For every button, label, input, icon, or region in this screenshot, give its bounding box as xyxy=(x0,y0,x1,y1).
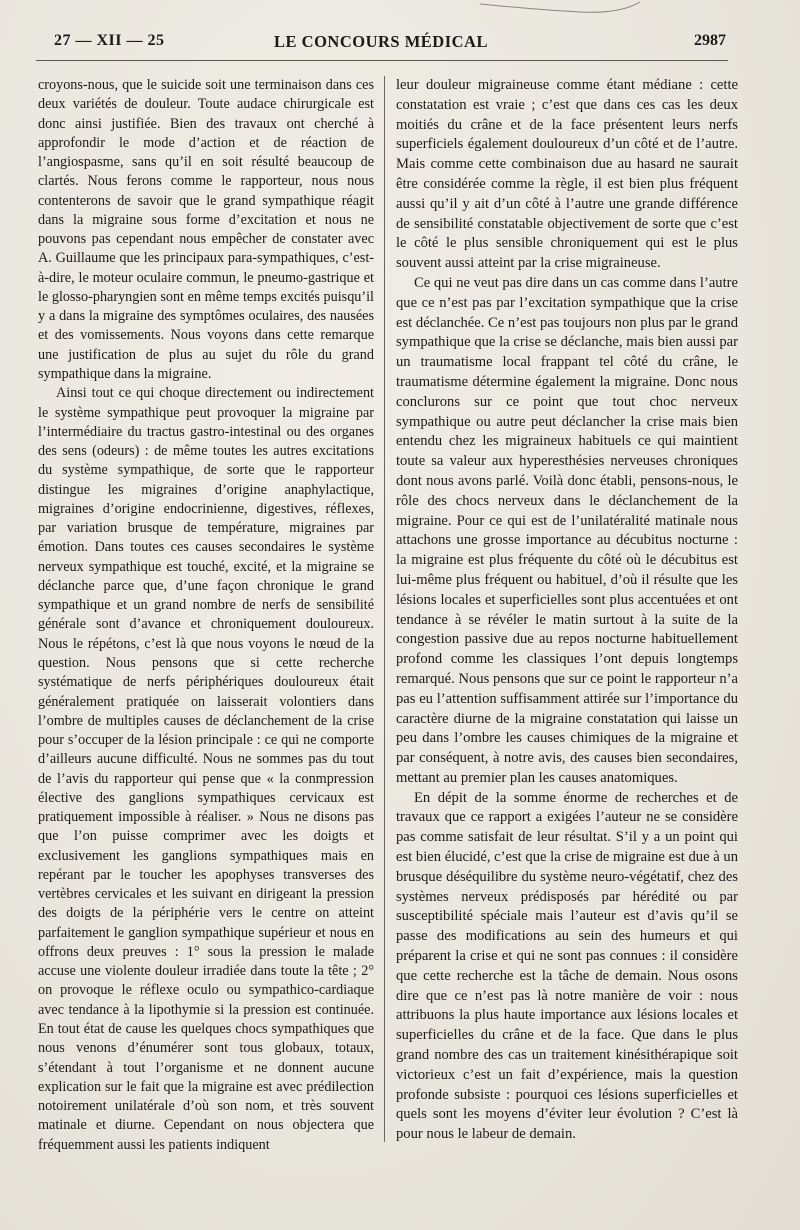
column-divider xyxy=(384,76,385,1142)
paragraph: croyons-nous, que le suicide soit une terminaison dans ces deux variétés de douleur. Toute audace chirurgicale est donc ainsi justifiée. Bien des travaux ont cherché à approfondir le mode d’action et de réaction de l’angiospasme, sans qu’il en soit résulté beaucoup de clartés. Nous ferons comme le rapporteur, nous nous contenterons de savoir que le grand sympathique réagit dans la migraine sous forme d’excitation et nous ne pouvons pas cependant nous empêcher de constater avec A. Guillaume que les principaux para-sympathiques, c’est-à-dire, le moteur oculaire commun, le pneumo-gastrique et le glosso-pharyngien sont en même temps excités puisqu’il y a dans la migraine des symptômes oculaires, des nausées et des vomissements. Nous voyons dans cette remarque une justification de plus au sujet du rôle du grand sympathique dans la migraine. xyxy=(38,77,374,382)
page-header xyxy=(36,30,726,58)
page-number: 2987 xyxy=(694,32,726,49)
header-rule xyxy=(36,60,728,61)
issue-date: 27 — XII — 25 xyxy=(54,32,165,49)
left-column xyxy=(38,76,374,1155)
right-column xyxy=(396,76,738,1145)
paragraph: Ainsi tout ce qui choque directement ou indirectement le système sympathique peut provoquer la migraine par l’intermédiaire du tractus gastro-intestinal ou des organes des sens (odeurs) : de même toutes les autres excitations du système sympathique, de sorte que le rapporteur distingue les migraines d’origine anaphylactique, migraines d’origine endocrinienne, digestives, réflexes, par variation brusque de température, migraines par émotion. Dans toutes ces causes secondaires le système nerveux sympathique est touché, excité, et la migraine se déclanche parce que, d’une façon chronique le grand sympathique et un grand nombre de nerfs de sensibilité générale sont d’avance et chroniquement douloureux. Nous le répétons, c’est là que nous voyons le nœud de la question. Nous pensons que si cette recherche systématique de nerfs périphériques douloureux était généralement pratiquée on laisserait volontiers dans l’ombre de multiples causes de déclanchement de la crise pour s’occuper de la lésion principale : ce qui ne comporte d’ailleurs aucune difficulté. Nous ne sommes pas du tout de l’avis du rapporteur qui pense que « la conmpression élective des ganglions sympathiques cervicaux est pratiquement impossible à réaliser. » Nous ne disons pas que l’on puisse comprimer avec les doigts et exclusivement les ganglions sympathiques mais en repérant par le toucher les apophyses transverses des vertèbres cervicales et les suivant en dirigeant la pression des doigts de la périphérie vers le centre on atteint parfaitement le ganglion sympathique supérieur et nous en offrons deux preuves : 1° sous la pression le malade accuse une violente douleur irradiée dans toute la tête ; 2° on provoque le réflexe oculo ou sympathico-cardiaque avec tendance à la lipothymie si la pression est continuée. En tout état de cause les quelques chocs sympathiques que nous venons d’énumérer sont tous globaux, totaux, s’étendant à tout l’organisme et ne donnent aucune explication sur le fait que la migraine est avec prédilection notoirement unilatérale d’où son nom, et très souvent matinale et diurne. Cependant on nous objectera que fréquemment aussi les patients indiquent xyxy=(38,385,374,1153)
paragraph: En dépit de la somme énorme de recherches et de travaux que ce rapport a exigées l’auteur ne se considère pas comme satisfait de leur résultat. S’il y a un point qui est bien élucidé, c’est que la crise de migraine est due à un brusque déséquilibre du système neuro-végétatif, chez des systèmes nerveux prédisposés par hérédité ou par susceptibilité spéciale mais l’auteur est d’avis qu’il se passe des modifications au sein des humeurs et qui préparent la crise et qui ne sont pas connues : il considère que cette recherche est la tâche de demain. Nous osons dire que ce n’est pas là notre manière de voir : nous attribuons la plus haute importance aux lésions locales et superficielles du crâne et de la face. Que dans le plus grand nombre des cas un traitement kinésithérapique soit victorieux c’est un fait d’expérience, mais la question profonde subsiste : pourquoi ces lésions superficielles et quels sont les moyens d’éviter leur évolution ? C’est là pour nous le labeur de demain. xyxy=(396,789,738,1143)
paper-scratch-mark xyxy=(480,0,640,18)
journal-title: LE CONCOURS MÉDICAL xyxy=(274,32,488,51)
paragraph: Ce qui ne veut pas dire dans un cas comme dans l’autre que ce n’est pas par l’excitation sympathique que la crise est déclanchée. Ce n’est pas toujours non plus par le grand sympathique que la crise se déclanche, mais bien aussi par un traumatisme local frappant tel côté du crâne, le traumatisme détermine également la migraine. Donc nous conclurons sur ce point que tout choc nerveux sympathique ou autre peut déclancher la crise mais bien entendu chez les migraineux habituels ce qui maintient toute sa valeur aux hyperesthésies nerveuses chroniques dont nous avons parlé. Voilà donc établi, pensons-nous, le rôle des chocs nerveux dans le déclanchement de la migraine. Pour ce qui est de l’unilatéralité matinale nous attachons une grosse importance au décubitus nocturne : la migraine est plus fréquente du côté où le décubitus est lui-même plus fréquent ou habituel, d’où il résulte que les lésions locales et superficielles sont plus accentuées et ont tendance à se révéler le matin surtout à la suite de la congestion passive due au repos nocturne habituellement profond comme les classiques l’ont depuis longtemps remarqué. Nous pensons que sur ce point le rapporteur n’a pas eu l’attention suffisamment attirée sur l’importance du caractère diurne de la migraine constatation qui laisse un peu dans l’ombre les causes chimiques de la migraine et par conséquent, à notre avis, des causes bien secondaires, mettant au premier plan les causes anatomiques. xyxy=(396,274,738,786)
paragraph: leur douleur migraineuse comme étant médiane : cette constatation est vraie ; c’est que dans ces cas les deux moitiés du crâne et de la face présentent leurs nerfs superficiels également douloureux d’un côté et de l’autre. Mais comme cette combinaison due au hasard ne saurait être considérée comme la règle, il est bien plus fréquent aussi qu’il y ait d’un côté à l’autre une grande différence de sensibilité constatable objectivement de sorte que c’est le côté le plus sensible chroniquement qui est le plus souvent aussi atteint par la crise migraineuse. xyxy=(396,77,738,272)
